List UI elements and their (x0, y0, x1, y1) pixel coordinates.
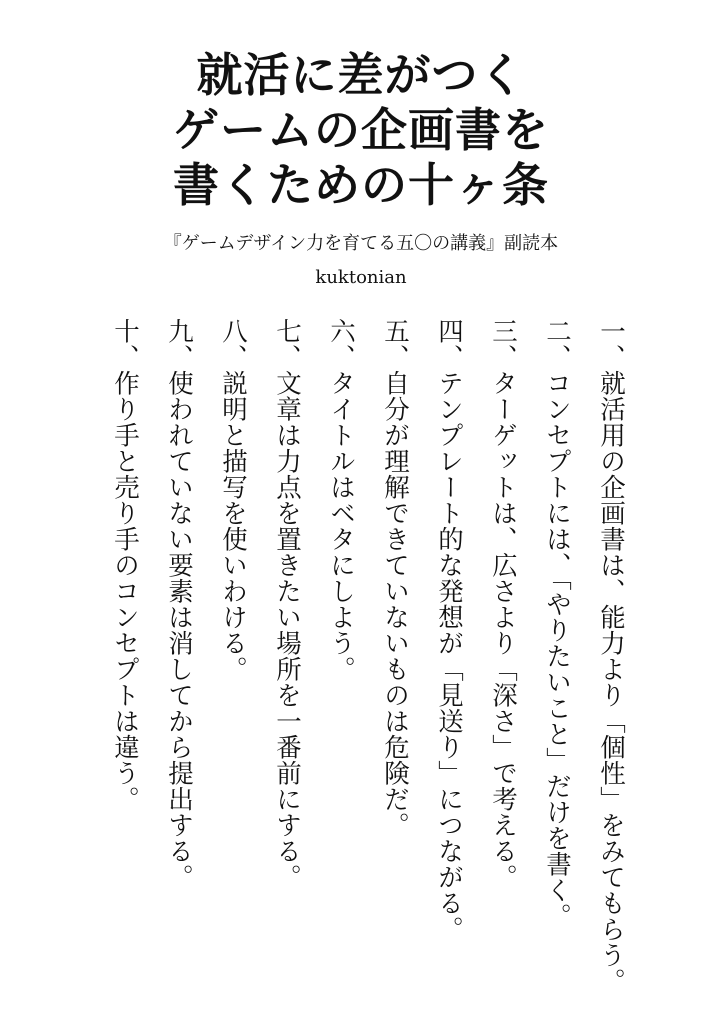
rule-item-8: 八、説明と描写を使いわける。 (218, 318, 248, 682)
rule-item-9: 九、使われていない要素は消してから提出する。 (164, 318, 194, 890)
title-line-3: 書くための十ヶ条 (173, 158, 549, 212)
rule-item-5: 五、自分が理解できていないものは危険だ。 (380, 318, 410, 838)
rule-item-4: 四、テンプレート的な発想が「見送り」につながる。 (434, 318, 464, 942)
rule-item-3: 三、ターゲットは、広さより「深さ」で考える。 (488, 318, 518, 890)
rule-item-2: 二、コンセプトには、「やりたいこと」だけを書く。 (542, 318, 572, 930)
rule-item-10: 十、作り手と売り手のコンセプトは違う。 (110, 318, 140, 812)
document-subtitle: 『ゲームデザイン力を育てる五〇の講義』副読本 (163, 233, 559, 254)
title-line-2: ゲームの企画書を (173, 103, 549, 157)
rule-item-6: 六、タイトルはベタにしよう。 (326, 318, 356, 682)
rule-item-7: 七、文章は力点を置きたい場所を一番前にする。 (272, 318, 302, 890)
rules-list (98, 318, 638, 1008)
title-line-1: 就活に差がつく (196, 48, 526, 102)
rule-item-1: 一、就活用の企画書は、能力より「個性」をみてもらう。 (596, 318, 626, 994)
author-name: kuktonian (315, 267, 407, 288)
document-title (0, 48, 722, 213)
